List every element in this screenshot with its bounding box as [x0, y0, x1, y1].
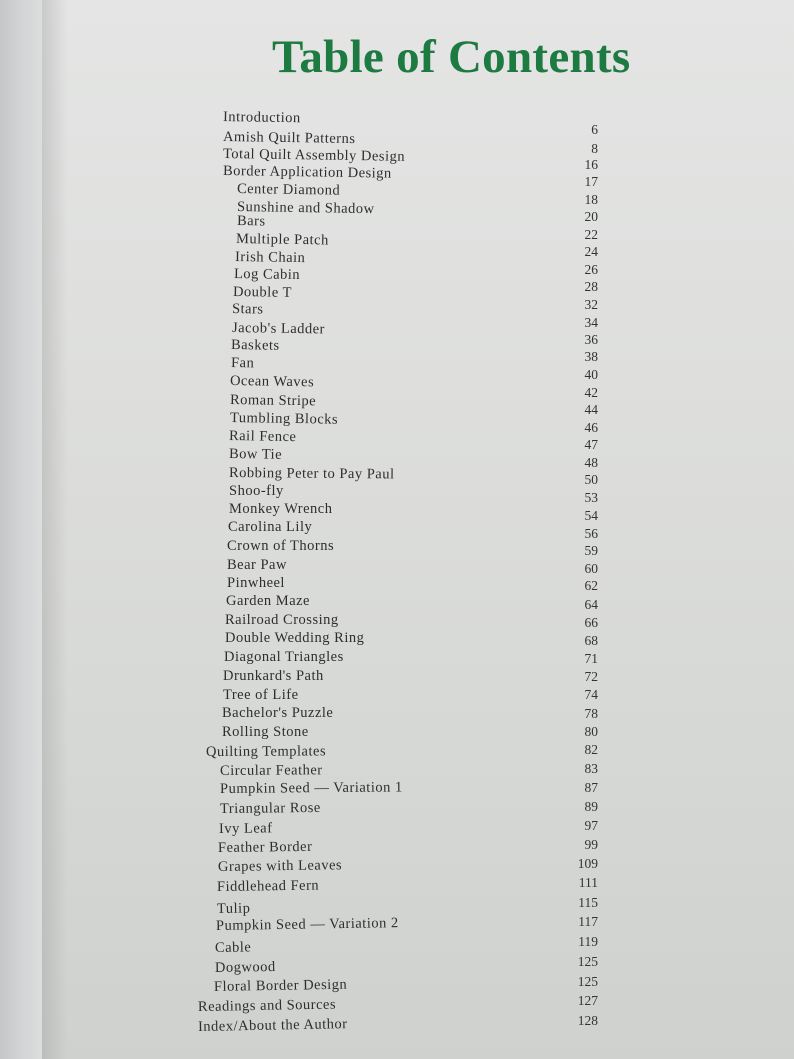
toc-page-number: 87 [584, 780, 598, 795]
toc-entry-title: Multiple Patch [235, 231, 329, 249]
toc-entry-title: Quilting Templates [205, 743, 327, 760]
toc-page-number: 17 [584, 174, 598, 189]
toc-entry-title: Border Application Design [222, 163, 392, 182]
toc-page-number: 53 [584, 490, 598, 505]
toc-page-number: 127 [577, 993, 598, 1008]
toc-page-number: 111 [578, 875, 598, 890]
toc-page-number: 24 [584, 244, 598, 259]
toc-entry-title: Roman Stripe [229, 392, 317, 410]
toc-entry-title: Center Diamond [236, 181, 341, 199]
toc-entry-title: Baskets [230, 337, 280, 354]
toc-page-number: 16 [584, 157, 598, 172]
toc-entry-title: Tulip [216, 900, 251, 917]
toc-page-number: 20 [584, 209, 598, 224]
toc-page-number: 80 [584, 724, 598, 739]
toc-entry-title: Jacob's Ladder [231, 320, 326, 338]
toc-page-number: 128 [577, 1013, 598, 1028]
toc-entry-title: Railroad Crossing [225, 612, 339, 628]
toc-page-number: 47 [584, 437, 598, 452]
toc-entry-title: Stars [231, 301, 264, 318]
toc-page-number: 56 [584, 526, 598, 541]
toc-entry-title: Index/About the Author [197, 1016, 348, 1035]
toc-entry-title: Bow Tie [228, 446, 283, 463]
toc-entry-title: Fiddlehead Fern [216, 877, 320, 895]
toc-page-number: 115 [578, 895, 598, 910]
toc-page-number: 22 [584, 227, 598, 242]
toc-page-number: 40 [584, 367, 598, 382]
toc-entry-title: Introduction [222, 109, 301, 127]
toc-entry-title: Double Wedding Ring [225, 630, 365, 646]
page-title: Table of Contents [272, 31, 631, 83]
toc-page-number: 62 [584, 578, 598, 593]
toc-page-number: 117 [578, 914, 598, 929]
toc-page-number: 125 [577, 954, 598, 969]
toc-entry-title: Sunshine and Shadow [236, 199, 375, 218]
toc-page-number: 42 [584, 385, 598, 400]
toc-entry-title: Circular Feather [219, 762, 323, 779]
toc-entry-title: Monkey Wrench [229, 501, 333, 517]
toc-page-number: 36 [584, 332, 598, 347]
toc-entry-title: Bachelor's Puzzle [222, 705, 334, 721]
toc-entry-title: Grapes with Leaves [217, 857, 343, 875]
toc-entry-title: Rolling Stone [222, 724, 309, 740]
toc-entry-title: Cable [214, 939, 252, 956]
book-page [42, 0, 794, 1059]
toc-page-number: 66 [584, 615, 598, 630]
toc-entry-title: Rail Fence [228, 428, 297, 446]
toc-page-number: 83 [584, 761, 598, 776]
toc-page-number: 8 [591, 141, 598, 156]
toc-page-number: 119 [578, 934, 598, 949]
toc-entry-title: Garden Maze [226, 593, 310, 609]
toc-page-number: 60 [584, 561, 598, 576]
toc-entry-title: Diagonal Triangles [224, 649, 344, 665]
toc-page-number: 32 [584, 297, 598, 312]
toc-page-number: 18 [584, 192, 598, 207]
toc-page-number: 38 [584, 349, 598, 364]
toc-page-number: 97 [584, 818, 598, 833]
toc-entry-title: Fan [230, 355, 255, 372]
toc-entry-title: Feather Border [217, 838, 313, 856]
toc-page-number: 28 [584, 279, 598, 294]
toc-entry-title: Readings and Sources [197, 996, 337, 1015]
toc-page-number: 54 [584, 508, 598, 523]
toc-page-number: 26 [584, 262, 598, 277]
toc-page-number: 44 [584, 402, 598, 417]
toc-entry-title: Shoo-fly [229, 483, 284, 499]
toc-entry-title: Amish Quilt Patterns [222, 129, 356, 148]
toc-entry-title: Crown of Thorns [227, 538, 335, 554]
toc-entry-title: Double T [232, 284, 293, 301]
toc-page-number: 50 [584, 472, 598, 487]
toc-entry-title: Tumbling Blocks [229, 410, 339, 428]
toc-entry-title: Triangular Rose [219, 799, 321, 817]
toc-entry-title: Pinwheel [227, 575, 285, 591]
toc-page-number: 64 [584, 597, 598, 612]
toc-page-number: 59 [584, 543, 598, 558]
toc-page-number: 82 [584, 742, 598, 757]
toc-entry-title: Floral Border Design [213, 976, 348, 995]
toc-entry-title: Pumpkin Seed — Variation 1 [219, 779, 403, 797]
toc-entry-title: Bars [236, 213, 266, 230]
toc-entry-title: Pumpkin Seed — Variation 2 [215, 915, 399, 934]
toc-entry-title: Irish Chain [234, 249, 306, 267]
toc-page-number: 34 [584, 315, 598, 330]
toc-page-number: 48 [584, 455, 598, 470]
toc-page-number: 72 [584, 669, 598, 684]
toc-entry-title: Total Quilt Assembly Design [222, 146, 406, 165]
toc-page-number: 68 [584, 633, 598, 648]
toc-entry-title: Ivy Leaf [218, 820, 273, 837]
toc-page-number: 78 [584, 706, 598, 721]
toc-page-number: 71 [584, 651, 598, 666]
toc-entry-title: Tree of Life [223, 687, 299, 703]
adjacent-page-edge [0, 0, 42, 1059]
toc-page-number: 109 [577, 856, 598, 871]
toc-page-number: 89 [584, 799, 598, 814]
toc-page-number: 46 [584, 420, 598, 435]
toc-page-number: 125 [577, 974, 598, 989]
toc-entry-title: Dogwood [214, 958, 276, 976]
toc-entry-title: Robbing Peter to Pay Paul [228, 465, 395, 483]
toc-entry-title: Log Cabin [233, 266, 301, 284]
toc-entry-title: Bear Paw [227, 557, 287, 573]
toc-entry-title: Carolina Lily [228, 519, 313, 535]
toc-page-number: 6 [591, 122, 598, 137]
toc-page-number: 74 [584, 687, 598, 702]
toc-entry-title: Drunkard's Path [223, 668, 324, 684]
toc-entry-title: Ocean Waves [229, 373, 315, 391]
toc-page-number: 99 [584, 837, 598, 852]
